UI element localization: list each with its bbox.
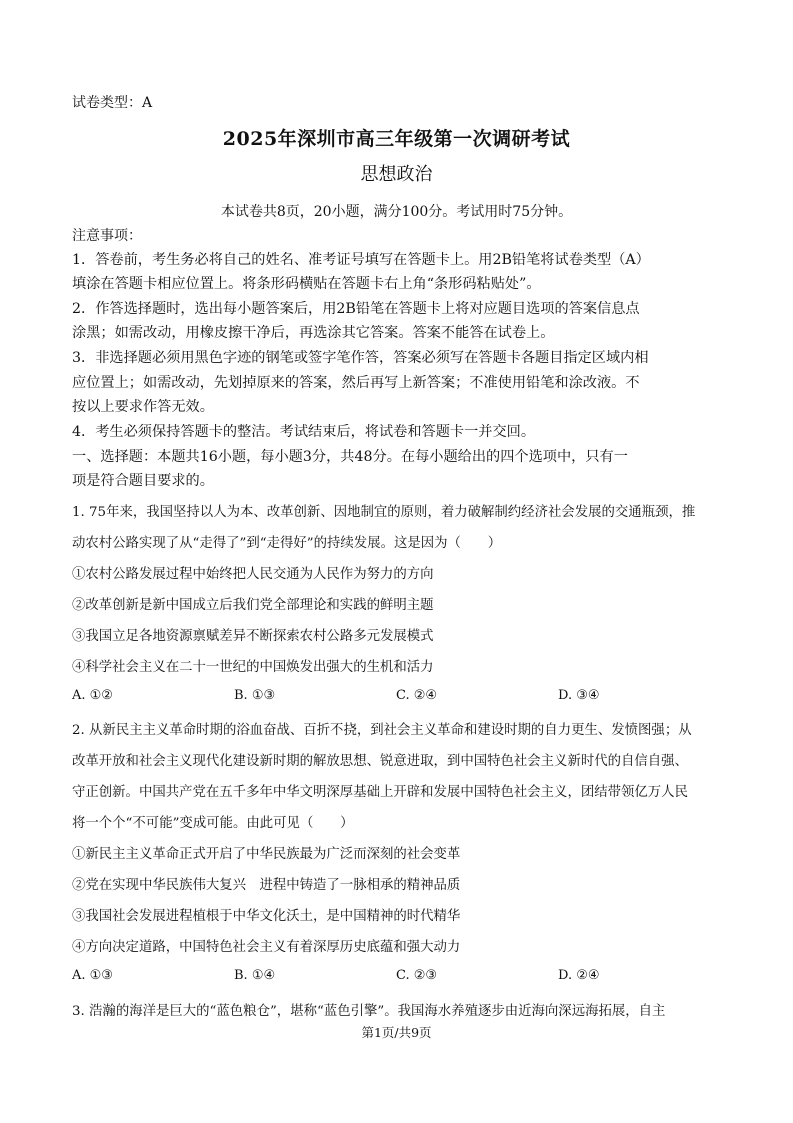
option-c: C. ②④ — [396, 688, 438, 703]
option-d: D. ②④ — [558, 968, 600, 983]
notice-heading: 注意事项： — [72, 228, 142, 244]
question-1-item: ②改革创新是新中国成立后我们党全部理论和实践的鲜明主题 — [72, 598, 434, 613]
notice-line: 按以上要求作答无效。 — [72, 399, 214, 415]
question-2-stem: 2. 从新民主主义革命时期的浴血奋战、百折不挠，到社会主义革命和建设时期的自力更生、发愤图强；从 — [72, 723, 692, 738]
option-c: C. ②③ — [396, 968, 438, 983]
question-2-item: ②党在实现中华民族伟大复兴 进程中铸造了一脉相承的精神品质 — [72, 878, 461, 893]
notice-line: 2．作答选择题时，选出每小题答案后，用2B铅笔在答题卡上将对应题目选项的答案信息点 — [72, 301, 640, 317]
question-3-stem: 3. 浩瀚的海洋是巨大的“蓝色粮仓”，堪称“蓝色引擎”。我国海水养殖逐步由近海向深远海拓展，自主 — [72, 1004, 666, 1019]
paper-type: 试卷类型：A — [72, 95, 153, 111]
question-1-options — [72, 688, 722, 708]
option-a: A. ①② — [72, 688, 113, 703]
question-2-stem: 将一个个“不可能”变成可能。由此可见（ ） — [72, 816, 354, 831]
notice-line: 涂黑；如需改动，用橡皮擦干净后，再选涂其它答案。答案不能答在试卷上。 — [72, 325, 555, 341]
question-2-stem: 改革开放和社会主义现代化建设新时期的解放思想、锐意进取，到中国特色社会主义新时代的自信自强、 — [72, 754, 688, 769]
exam-info: 本试卷共8页，20小题，满分100分。考试用时75分钟。 — [220, 204, 573, 220]
notice-line: 3．非选择题必须用黑色字迹的钢笔或签字笔作答，答案必须写在答题卡各题目指定区域内相 — [72, 350, 649, 366]
question-2-stem: 守正创新。中国共产党在五千多年中华文明深厚基础上开辟和发展中国特色社会主义，团结带领亿万人民 — [72, 785, 688, 800]
question-1-item: ①农村公路发展过程中始终把人民交通为人民作为努力的方向 — [72, 567, 434, 582]
question-2-options — [72, 968, 722, 988]
question-1-stem: 动农村公路实现了从“走得了”到“走得好”的持续发展。这是因为（ ） — [72, 536, 502, 551]
notice-line: 填涂在答题卡相应位置上。将条形码横贴在答题卡右上角“条形码粘贴处”。 — [72, 276, 541, 292]
option-b: B. ①③ — [234, 688, 276, 703]
question-1-item: ③我国立足各地资源禀赋差异不断探索农村公路多元发展模式 — [72, 629, 434, 644]
option-b: B. ①④ — [234, 968, 276, 983]
notice-line: 1．答卷前，考生务必将自己的姓名、准考证号填写在答题卡上。用2B铅笔将试卷类型（A） — [72, 252, 650, 268]
section-heading: 一、选择题：本题共16小题，每小题3分，共48分。在每小题给出的四个选项中，只有一 — [72, 449, 628, 465]
question-2-item: ③我国社会发展进程植根于中华文化沃土，是中国精神的时代精华 — [72, 909, 461, 924]
option-a: A. ①③ — [72, 968, 113, 983]
question-1-stem: 1. 75年来，我国坚持以人为本、改革创新、因地制宜的原则，着力破解制约经济社会发展的交通瓶颈，推 — [72, 505, 696, 520]
exam-subject: 思想政治 — [360, 164, 433, 185]
section-heading: 项是符合题目要求的。 — [72, 473, 214, 489]
page-footer: 第1页/共9页 — [361, 1025, 432, 1040]
option-d: D. ③④ — [558, 688, 600, 703]
notice-line: 应位置上；如需改动，先划掉原来的答案，然后再写上新答案；不准使用铅笔和涂改液。不 — [72, 375, 640, 391]
notice-line: 4．考生必须保持答题卡的整洁。考试结束后，将试卷和答题卡一并交回。 — [72, 424, 536, 440]
exam-title: 2025年深圳市高三年级第一次调研考试 — [222, 128, 571, 150]
question-1-item: ④科学社会主义在二十一世纪的中国焕发出强大的生机和活力 — [72, 660, 434, 675]
question-2-item: ①新民主主义革命正式开启了中华民族最为广泛而深刻的社会变革 — [72, 847, 461, 862]
question-2-item: ④方向决定道路，中国特色社会主义有着深厚历史底蕴和强大动力 — [72, 940, 461, 955]
